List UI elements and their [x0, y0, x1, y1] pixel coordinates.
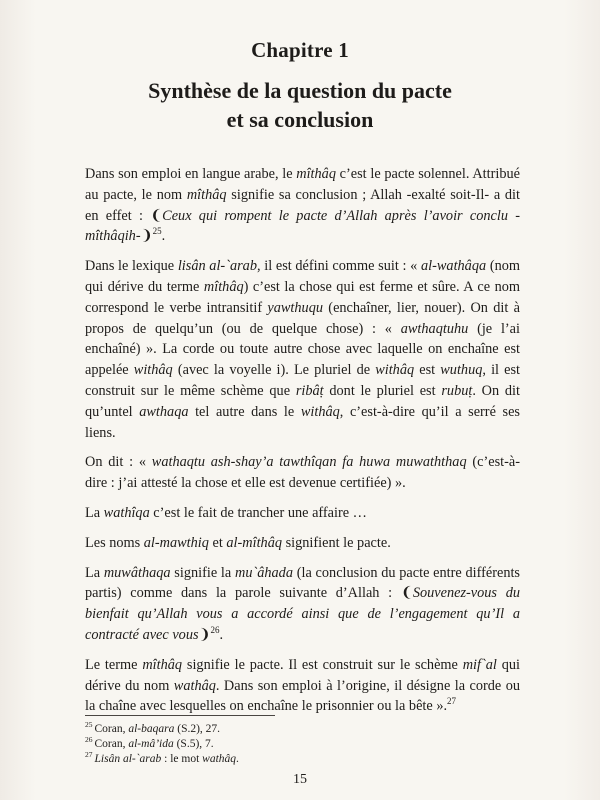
text-run: (S.2), 27. — [174, 723, 221, 735]
paragraph-6 — [85, 563, 520, 646]
text-run: Dans son emploi en langue arabe, le — [85, 166, 297, 182]
italic-term: al-wathâqa — [421, 258, 487, 275]
text-run: . — [161, 228, 166, 245]
paragraph-3 — [85, 452, 520, 494]
italic-term: wuthuq — [440, 362, 483, 379]
quran-quote: Souvenez-vous du bienfait qu’Allah vous a accordé ainsi que de l’engagement qu’Il a contracté avec vous — [85, 585, 520, 643]
footnote-number: 27 — [85, 750, 93, 760]
italic-term: yawthuqu — [267, 299, 323, 316]
footnote-number: 25 — [85, 720, 93, 730]
paragraph-2 — [85, 256, 520, 443]
footnote-number: 26 — [85, 735, 93, 745]
text-run: Le terme — [85, 656, 143, 673]
footnote-ref[interactable]: 27 — [447, 696, 457, 707]
italic-term: ribâṭ — [295, 382, 324, 399]
italic-term: withâq — [375, 362, 415, 379]
body-text — [85, 164, 520, 726]
italic-term: al-mawthiq — [143, 534, 209, 551]
italic-term: withâq — [300, 403, 340, 420]
text-run: . On dit qu’untel — [85, 382, 520, 420]
italic-term: mîthâq — [142, 656, 183, 673]
italic-term: withâq — [133, 362, 173, 379]
text-run: signifie le pacte. Il est construit sur le schème — [182, 656, 463, 673]
text-run: La — [85, 564, 104, 581]
italic-term: awthaqtuhu — [400, 320, 469, 337]
text-run: . Dans son emploi à l’origine, il désigne la corde ou la chaîne avec lesquelles on enchaîne le prisonnier ou la bête ». — [85, 677, 520, 715]
text-run: : le mot — [161, 753, 203, 765]
text-run: est — [414, 362, 441, 379]
paragraph-4 — [85, 503, 520, 524]
italic-term: wathîqa — [103, 504, 150, 521]
italic-term: wathâq — [173, 677, 216, 694]
italic-term: al-mîthâq — [226, 534, 282, 551]
footnote-ref[interactable]: 26 — [210, 625, 220, 636]
italic-term: mu`âhada — [235, 564, 293, 581]
text-run: , il est défini comme suit : « — [256, 258, 421, 275]
text-run: et — [208, 534, 227, 551]
text-run: (enchaîner, lier, nouer). On dit à propos de quelqu’un (ou de quelque chose) : « — [85, 299, 520, 337]
text-run: . — [219, 626, 224, 643]
italic-term: Lisân al-`arab — [94, 753, 162, 765]
text-run: (S.5), 7. — [173, 738, 214, 750]
quran-open-bracket: ❨ — [150, 207, 163, 224]
text-run: dont le pluriel est — [323, 382, 442, 399]
text-run: (c’est-à-dire : j’ai attesté la chose et elle est devenue certifiée) ». — [85, 454, 520, 492]
paragraph-5 — [85, 533, 520, 554]
text-run: tel autre dans le — [188, 403, 301, 420]
text-run: , il est construit sur le même schème que — [85, 362, 521, 399]
text-run: Coran, — [94, 723, 129, 735]
text-run: (la conclusion du pacte entre différents partis) comme dans la parole suivante d’Allah : — [85, 564, 521, 602]
italic-term: mîthâq — [186, 186, 227, 203]
section-title — [90, 76, 510, 134]
footnote-27 — [85, 752, 520, 767]
paragraph-7 — [85, 655, 520, 717]
text-run: ) c’est la chose qui est ferme et sûre. A ce nom correspond le verbe intransitif — [85, 278, 520, 316]
footnote-divider — [85, 715, 275, 716]
text-run: c’est le fait de trancher une affaire … — [149, 504, 367, 521]
text-run: . — [236, 753, 239, 765]
text-run: Coran, — [94, 738, 129, 750]
footnote-25 — [85, 722, 520, 737]
italic-term: awthaqa — [139, 403, 189, 420]
italic-term: wathâq — [202, 753, 237, 765]
quran-close-bracket: ❩ — [198, 626, 211, 643]
chapter-heading: Chapitre 1 — [251, 38, 349, 62]
quran-quote: Ceux qui rompent le pacte d’Allah après l’avoir conclu -mîthâqih- — [85, 207, 520, 245]
italic-term: wathaqtu ash-shay’a tawthîqan fa huwa muwaththaq — [151, 454, 467, 471]
quran-open-bracket: ❨ — [400, 585, 413, 602]
text-run: , c’est-à-dire qu’il a serré ses liens. — [85, 403, 520, 441]
footnotes — [85, 722, 520, 767]
section-title-line-2: et sa conclusion — [226, 107, 374, 132]
page-number: 15 — [293, 772, 307, 787]
text-run: Les noms — [85, 534, 144, 551]
italic-term: lisân al-`arab — [177, 258, 257, 275]
text-run: Dans le lexique — [85, 258, 178, 275]
footnote-26 — [85, 737, 520, 752]
italic-term: mif`al — [462, 656, 497, 673]
section-title-line-1: Synthèse de la question du pacte — [148, 78, 452, 103]
italic-term: muwâthaqa — [103, 564, 171, 581]
italic-term: mîthâq — [296, 166, 336, 182]
text-run: signifie sa conclusion ; Allah -exalté soit-Il- a dit en effet : — [85, 186, 520, 224]
text-run: (avec la voyelle i). Le pluriel de — [172, 362, 376, 379]
quran-close-bracket: ❩ — [140, 228, 153, 245]
text-run: La — [85, 504, 104, 521]
text-run: signifient le pacte. — [282, 534, 391, 551]
text-run: On dit : « — [85, 454, 152, 471]
text-run: c’est le pacte solennel. Attribué au pacte, le nom — [85, 166, 520, 203]
paragraph-1 — [85, 164, 520, 247]
italic-term: mîthâq — [203, 278, 244, 295]
italic-term: al-baqara — [128, 723, 175, 735]
italic-term: rubuṭ — [441, 382, 473, 399]
italic-term: al-mâ’ida — [128, 738, 174, 750]
footnote-ref[interactable]: 25 — [152, 226, 162, 237]
text-run: (je l’ai enchaîné) ». La corde ou toute autre chose avec laquelle on enchaîne est appelée — [85, 320, 520, 379]
text-run: qui dérive du nom — [85, 656, 521, 694]
text-run: (nom qui dérive du terme — [85, 258, 520, 295]
text-run: signifie la — [170, 564, 235, 581]
